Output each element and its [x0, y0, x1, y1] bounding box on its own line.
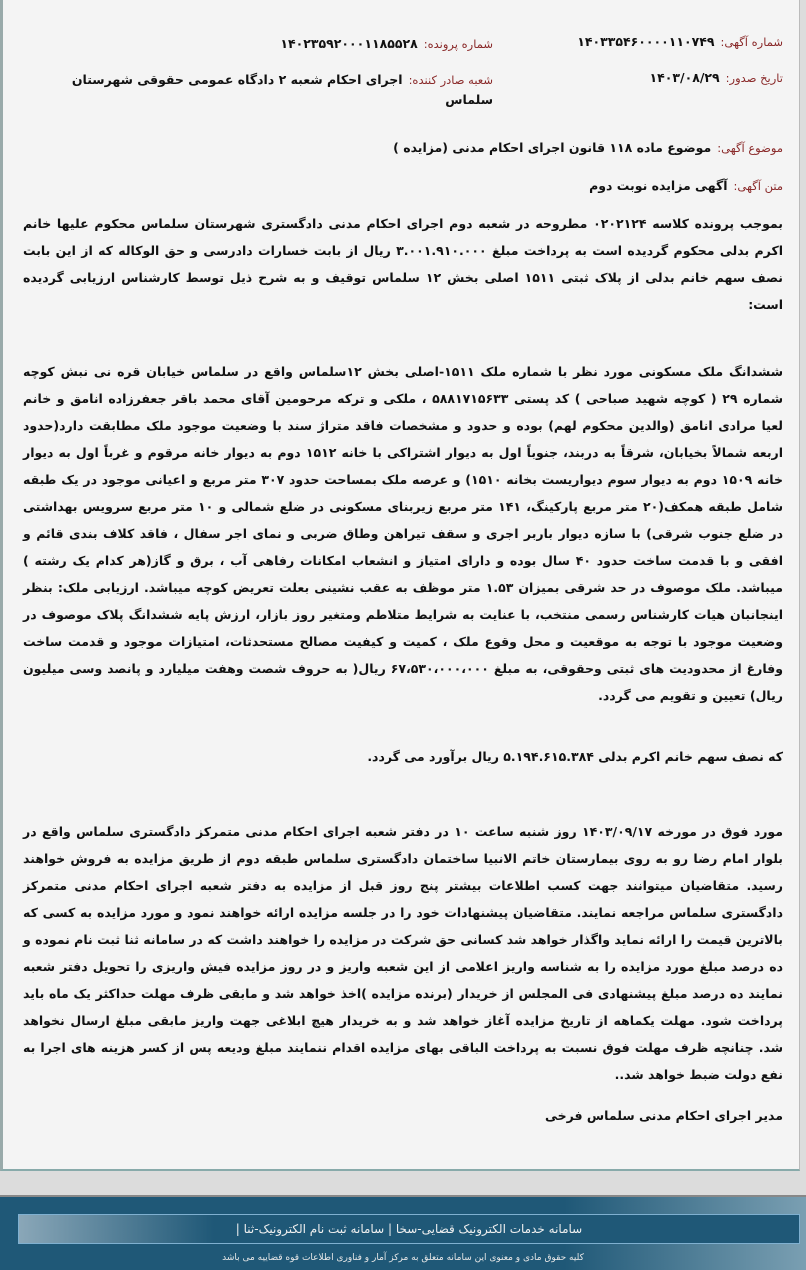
signature: مدیر اجرای احکام مدنی سلماس فرخی	[544, 1108, 783, 1123]
separator: |	[384, 1222, 392, 1236]
paragraph-property: ششدانگ ملک مسکونی مورد نظر با شماره ملک ۱۵۱۱-اصلی بخش ۱۲سلماس واقع در سلماس خیابان قره نی نبش کوچه شماره ۲۹ ( کوچه شهید صباحی ) کد پستی ۵۸۸۱۷۱۵۶۳۳ ، ملکی و ترکه مرحومین آقای محمد باقر جعفرزاده انامق و خانم لعیا مرادی انامق (والدین محکوم لهم) بوده و حدود و مشخصات فاقد متراژ سند با وضعیت موجود ملک مطابقت دارد(حدود اربعه شمالاً بخیابان، شرقاً به دربند، جنوباً اول به دیوار اشتراکی با خانه ۱۵۱۲ دوم به دیوار خانه مرقوم و غرباً اول به دیوار خانه ۱۵۰۹ دوم به دیوار سوم دیواریست بخانه ۱۵۱۰) و عرصه ملک بمساحت حدود ۳۰۷ متر مربع و اعیانی موجود در یک طبقه شامل طبقه همکف(۲۰ متر مربع پارکینگ، ۱۴۱ متر مربع زیربنای مسکونی در ضلع شمالی و ۱۰ متر مربع سرویس بهداشتی در ضلع جنوب شرقی) با سازه دیوار باربر اجری و سقف تیراهن وطاق ضربی و نمای اجر سفال ، فاقد کلاف بندی قائم و افقی و با قدمت ساخت حدود ۴۰ سال بوده و دارای امتیاز و انشعاب امکانات رفاهی آب ، برق و گاز(هر کدام یک رشته ) میباشد. ملک موصوف در حد شرقی بمیزان ۱.۵۳ متر موظف به عقب نشینی بعلت تعریض کوچه میباشد. ارزیابی ملک: بنظر اینجانبان هیات کارشناس رسمی منتخب، با عنایت به شرایط متلاطم ومتغیر روز بازار، ارزش پایه ششدانگ پلاک موصوف در وضعیت موجود با توجه به موقعیت و محل وقوع ملک ، کمیت و کیفیت مصالح مستحدثات، امتیازات موجود و قدمت ساخت وفارغ از محدودیت های ثبتی وحقوقی، به مبلغ ۶۷،۵۳۰،۰۰۰،۰۰۰ ریال( به حروف شصت وهفت میلیارد و پانصد وسی میلیون ریال) تعیین و تقویم می گردد.	[23, 364, 784, 703]
ad-number-field	[493, 34, 783, 49]
case-number: ۱۴۰۲۳۵۹۲۰۰۰۱۱۸۵۵۲۸	[280, 36, 418, 51]
case-number-field	[23, 34, 493, 54]
paragraph-case: بموجب پرونده کلاسه ۰۲۰۲۱۲۴ مطروحه در شعبه دوم اجرای احکام مدنی دادگستری شهرستان سلماس محکوم علیها خانم اکرم بدلی محکوم گردیده است به پرداخت مبلغ ۳.۰۰۱.۹۱۰.۰۰۰ ریال از بابت خسارات دادرسی و حق الوکاله که از این بابت نصف سهم خانم بدلی از پلاک ثبتی ۱۵۱۱ اصلی بخش ۱۲ سلماس توقیف و به شرح ذیل توسط کارشناس ارزیابی گردیده است:	[23, 216, 784, 312]
text-title-field	[23, 176, 783, 196]
footer-links	[18, 1214, 800, 1244]
subject-label: موضوع آگهی:	[717, 141, 783, 155]
subject: موضوع ماده ۱۱۸ قانون اجرای احکام مدنی (مزایده )	[393, 140, 712, 155]
separator: |	[235, 1222, 240, 1236]
footer-link-sana[interactable]: سامانه ثبت نام الکترونیک-ثنا	[243, 1222, 385, 1236]
footer	[0, 1195, 806, 1270]
footer-link-sakha[interactable]: سامانه خدمات الکترونیک قضایی-سخا	[395, 1222, 583, 1236]
paragraph-auction: مورد فوق در مورخه ۱۴۰۳/۰۹/۱۷ روز شنبه ساعت ۱۰ در دفتر شعبه اجرای احکام مدنی متمرکز دادگستری سلماس واقع در بلوار امام رضا رو به روی بیمارستان خاتم الانبیا ساختمان دادگستری سلماس طبقه دوم از طریق مزایده به فروش خواهند رسید. متقاضیان میتوانند جهت کسب اطلاعات بیشتر پنج روز قبل از مزایده به دفتر شعبه اجرای احکام مدنی متمرکز دادگستری سلماس مراجعه نمایند. متقاضیان پیشنهادات خود را در جلسه مزایده ارائه خواهند نمود و مورد مزایده به کسی که بالاترین قیمت را ارائه نماید واگذار خواهد شد کسانی حق شرکت در مزایده را خواهند داشت که در سامانه ثنا ثبت نام نموده و ده درصد مبلغ مورد مزایده را به شناسه واریز اعلامی از این شعبه واریز و در روز مزایده فیش واریزی را تحویل دفتر شعبه نمایند ده درصد مبلغ پیشنهادی فی المجلس از خریدار (برنده مزایده )اخذ خواهد شد و مابقی ظرف مهلت حداکثر یک ماه باید پرداخت شود. مهلت یکماهه از تاریخ مزایده آغاز خواهد شد و به خریدار هیچ ابلاغی جهت واریز مابقی مبلغ ارسال نخواهد شد. چنانچه ظرف مهلت فوق نسبت به پرداخت الباقی بهای مزایده اقدام ننمایند مبلغ ودیعه پس از کسر هزینه های اجرا به نفع دولت ضبط خواهد شد..	[23, 824, 784, 1082]
paragraph-share: که نصف سهم خانم اکرم بدلی ۵.۱۹۴.۶۱۵.۳۸۴ ریال برآورد می گردد.	[367, 749, 783, 764]
text-title: آگهی مزایده نوبت دوم	[589, 178, 728, 193]
spacer	[0, 1171, 806, 1195]
header-row-issuer	[23, 70, 783, 110]
copyright: کلیه حقوق مادی و معنوی این سامانه متعلق به مرکز آمار و فناوری اطلاعات قوه قضاییه می باشد	[222, 1253, 584, 1263]
issuer-field	[23, 70, 493, 110]
issuer: اجرای احکام شعبه ۲ دادگاه عمومی حقوقی شهرستان سلماس	[71, 72, 493, 107]
subject-field	[23, 138, 783, 158]
text-label: متن آگهی:	[733, 179, 783, 193]
ad-number-label: شماره آگهی:	[720, 35, 783, 49]
header-row-numbers	[23, 34, 783, 54]
issue-date: ۱۴۰۳/۰۸/۲۹	[649, 70, 720, 85]
issue-date-field	[493, 70, 783, 85]
case-number-label: شماره پرونده:	[423, 37, 493, 51]
issuer-label: شعبه صادر کننده:	[408, 73, 493, 87]
ad-number: ۱۴۰۳۳۵۴۶۰۰۰۰۱۱۰۷۴۹	[577, 34, 715, 49]
issue-date-label: تاریخ صدور:	[725, 71, 783, 85]
